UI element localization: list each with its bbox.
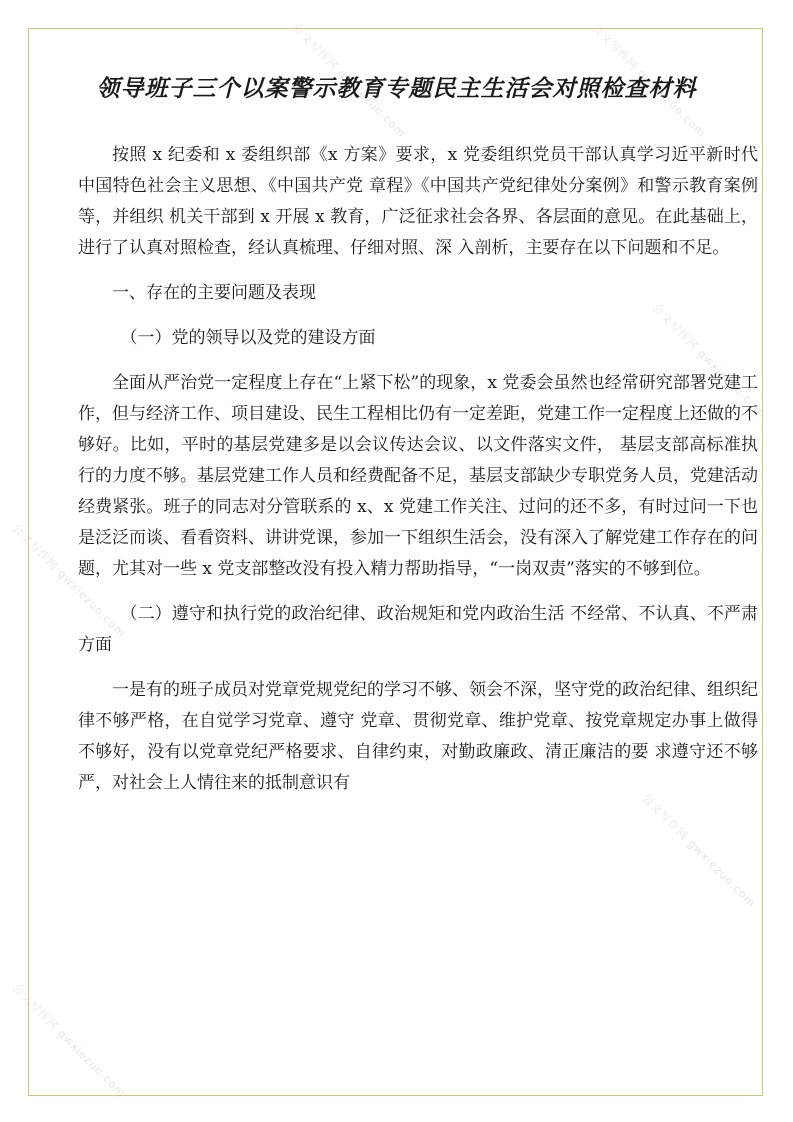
watermark-text: 公文写作网 gwxiezuo.com	[9, 981, 129, 1101]
paragraph-body: 一是有的班子成员对党章党规党纪的学习不够、领会不深，坚守党的政治纪律、组织纪律不够严格，在自觉学习党章、遵守 党章、贯彻党章、维护党章、按党章规定办事上做得不够好，没有以党章党纪严格要求、自律约束，对勤政廉政、清正廉洁的要 求遵守还不够严，对社会上人情往来的抵制意识有	[78, 680, 758, 793]
watermark-text: 公文写作网 gwxiezuo.com	[589, 21, 709, 141]
watermark-text: 公文写作网 gwxiezuo.com	[649, 301, 769, 421]
subsection-heading: （二）遵守和执行党的政治纪律、政治规矩和党内政治生活 不经常、不认真、不严肃方面	[78, 604, 758, 655]
document-body	[78, 140, 758, 799]
watermark-text: 公文写作网 gwxiezuo.com	[639, 791, 759, 911]
section-heading: 一、存在的主要问题及表现	[112, 283, 316, 303]
paragraph-intro: 按照 x 纪委和 x 委组织部《x 方案》要求，x 党委组织党员干部认真学习近平新时代中国特色社会主义思想、《中国共产党 章程》《中国共产党纪律处分案例》和警示教育案例等，并组织 机关干部到 x 开展 x 教育，广泛征求社会各界、各层面的意见。在此基础上，进行了认真对照检查，经认真梳理、仔细对照、深 入剖析，主要存在以下问题和不足。	[78, 145, 758, 258]
subsection-heading: （一）党的领导以及党的建设方面	[120, 328, 376, 348]
watermark-text: 公文写作网 gwxiezuo.com	[9, 521, 129, 641]
document-title: 领导班子三个以案警示教育专题民主生活会对照检查材料	[96, 76, 697, 102]
paragraph-body: 全面从严治党一定程度上存在“上紧下松”的现象，x 党委会虽然也经常研究部署党建工作，但与经济工作、项目建设、民生工程相比仍有一定差距，党建工作一定程度上还做的不够好。比如，平时的基层党建多是以会议传达会议、以文件落实文件， 基层支部高标准执行的力度不够。基层党建工作人员和经费配备不足，基层支部缺少专职党务人员，党建活动经费紧张。班子的同志对分管联系的 x、x 党建工作关注、过问的还不多，有时过问一下也是泛泛而谈、看看资料、讲讲党课，参加一下组织生活会，没有深入了解党建工作存在的问题，尤其对一些 x 党支部整改没有投入精力帮助指导，“一岗双责”落实的不够到位。	[78, 373, 758, 579]
watermark-text: 公文写作网 gwxiezuo.com	[289, 21, 409, 141]
